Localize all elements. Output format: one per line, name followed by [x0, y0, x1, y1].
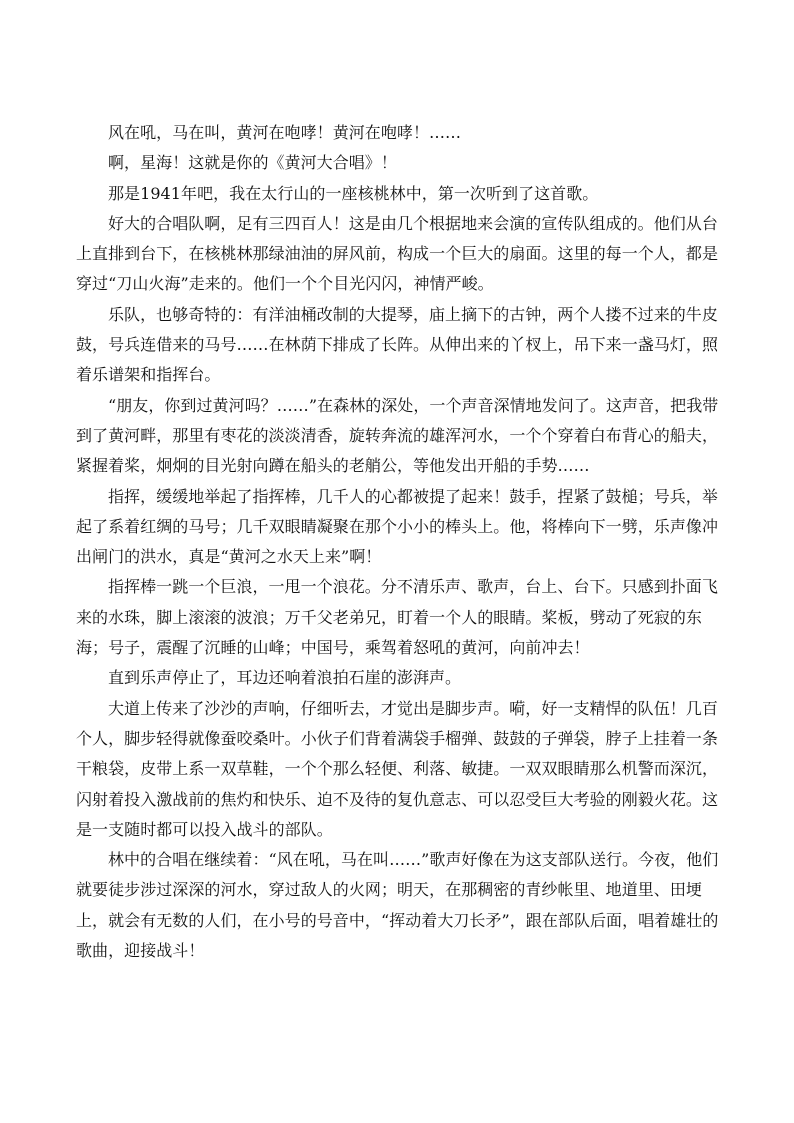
paragraph-1: 风在吼，马在叫，黄河在咆哮！黄河在咆哮！……	[108, 123, 462, 142]
paragraph-3: 那是1941年吧，我在太行山的一座核桃林中，第一次听到了这首歌。	[108, 183, 599, 203]
paragraph-6: “朋友，你到过黄河吗？……”在森林的深处，一个声音深情地发问了。这声音，把我带到了黄河畔，那里有枣花的淡淡清香，旋转奔流的雄浑河水，一个个穿着白布背心的船夫，紧握着桨，炯炯的目光射向蹲在船头的老艄公，等他发出开船的手势……	[76, 395, 719, 476]
paragraph-8: 指挥棒一跳一个巨浪，一甩一个浪花。分不清乐声、歌声，台上、台下。只感到扑面飞来的水珠，脚上滚滚的波浪；万千父老弟兄，盯着一个人的眼睛。桨板，劈动了死寂的东海；号子，震醒了沉睡的山峰；中国号，乘驾着怒吼的黄河，向前冲去！	[76, 577, 718, 658]
paragraph-11: 林中的合唱在继续着：“风在吼，马在叫……”歌声好像在为这支部队送行。今夜，他们就要徒步涉过深深的河水，穿过敌人的火网；明天，在那稠密的青纱帐里、地道里、田埂上，就会有无数的人们，在小号的号音中，“挥动着大刀长矛”，跟在部队后面，唱着雄壮的歌曲，迎接战斗！	[76, 850, 719, 961]
paragraph-5: 乐队，也够奇特的：有洋油桶改制的大提琴，庙上摘下的古钟，两个人搂不过来的牛皮鼓，号兵连借来的马号……在林荫下排成了长阵。从伸出来的丫杈上，吊下来一盏马灯，照着乐谱架和指挥台。	[76, 304, 719, 385]
article-body	[76, 118, 726, 966]
paragraph-4: 好大的合唱队啊，足有三四百人！这是由几个根据地来会演的宣传队组成的。他们从台上直排到台下，在核桃林那绿油油的屏风前，构成一个巨大的扇面。这里的每一个人，都是穿过“刀山火海”走来的。他们一个个目光闪闪，神情严峻。	[76, 213, 719, 294]
paragraph-10: 大道上传来了沙沙的声响，仔细听去，才觉出是脚步声。嗬，好一支精悍的队伍！几百个人，脚步轻得就像蚕咬桑叶。小伙子们背着满袋手榴弹、鼓鼓的子弹袋，脖子上挂着一条干粮袋，皮带上系一双草鞋，一个个那么轻便、利落、敏捷。一双双眼睛那么机警而深沉，闪射着投入激战前的焦灼和快乐、迫不及待的复仇意志、可以忍受巨大考验的刚毅火花。这是一支随时都可以投入战斗的部队。	[76, 698, 719, 839]
paragraph-7: 指挥，缓缓地举起了指挥棒，几千人的心都被提了起来！鼓手，捏紧了鼓槌；号兵，举起了系着红绸的马号；几千双眼睛凝聚在那个小小的棒头上。他，将棒向下一劈，乐声像冲出闸门的洪水，真是“黄河之水天上来”啊！	[76, 486, 719, 567]
paragraph-9: 直到乐声停止了，耳边还响着浪拍石崖的澎湃声。	[108, 668, 462, 688]
paragraph-2: 啊，星海！这就是你的《黄河大合唱》！	[108, 153, 397, 173]
